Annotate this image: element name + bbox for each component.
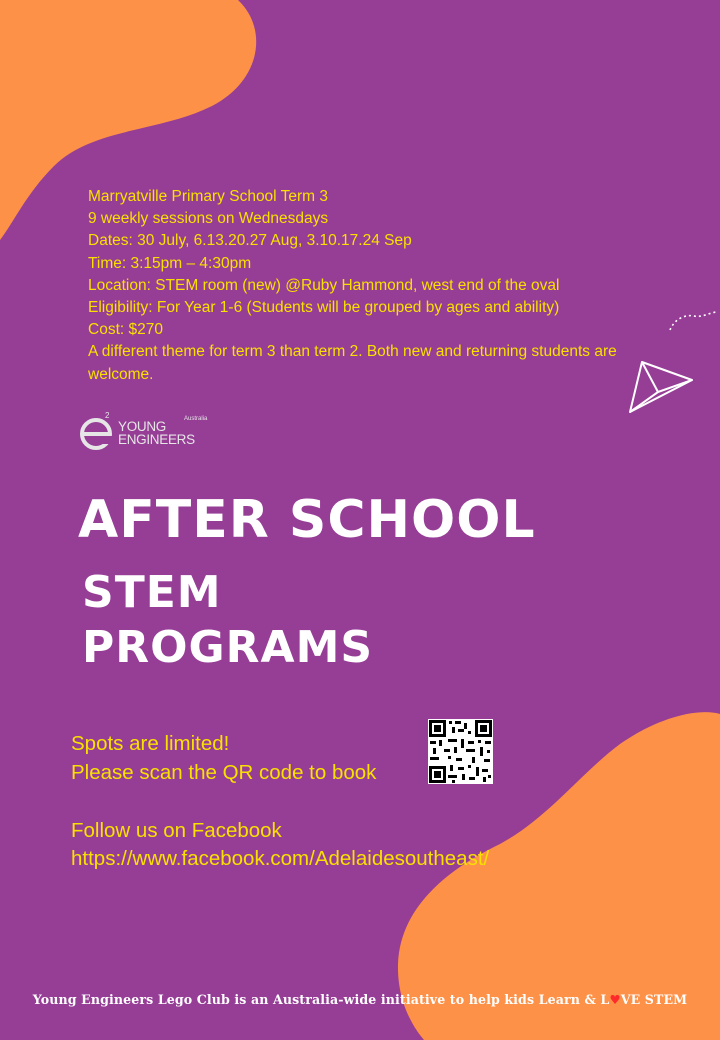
- headline-after-school: AFTER SCHOOL: [78, 490, 536, 550]
- scan-qr-text: Please scan the QR code to book: [71, 761, 377, 784]
- paper-plane-icon: [622, 306, 720, 416]
- program-details: [88, 186, 688, 386]
- logo-line-young: YOUNG: [118, 419, 167, 434]
- dates-text: Dates: 30 July, 6.13.20.27 Aug, 3.10.17.24 Sep: [88, 232, 412, 250]
- eligibility-text: Eligibility: For Year 1-6 (Students will be grouped by ages and ability): [88, 299, 560, 317]
- footer-tagline: [0, 992, 720, 1007]
- young-engineers-logo: [80, 410, 208, 458]
- qr-code-icon[interactable]: [428, 719, 493, 784]
- heart-icon: ♥: [609, 992, 621, 1007]
- follow-facebook-text: Follow us on Facebook: [71, 819, 282, 842]
- logo-wordmark: [118, 420, 195, 446]
- svg-text:2: 2: [105, 411, 110, 420]
- logo-line-engineers: ENGINEERS: [118, 432, 195, 447]
- location-text: Location: STEM room (new) @Ruby Hammond, west end of the oval: [88, 276, 560, 294]
- time-text: Time: 3:15pm – 4:30pm: [88, 254, 252, 272]
- headline-programs: PROGRAMS: [82, 622, 374, 673]
- cost-text: Cost: $270: [88, 321, 163, 339]
- school-term-text: Marryatville Primary School Term 3: [88, 188, 329, 205]
- footer-text-start: Young Engineers Lego Club is an Australia-wide initiative to help kids Learn & L: [32, 992, 610, 1007]
- logo-e-icon: [80, 410, 116, 454]
- spots-limited-text: Spots are limited!: [71, 732, 230, 755]
- logo-sub-text: Australia: [184, 416, 208, 422]
- headline-stem: STEM: [82, 567, 222, 618]
- theme-text: A different theme for term 3 than term 2. Both new and returning students are welcome.: [88, 343, 617, 383]
- footer-text-end: VE STEM: [620, 992, 688, 1007]
- sessions-text: 9 weekly sessions on Wednesdays: [88, 210, 329, 228]
- facebook-link[interactable]: https://www.facebook.com/Adelaidesoutheast/: [71, 847, 490, 870]
